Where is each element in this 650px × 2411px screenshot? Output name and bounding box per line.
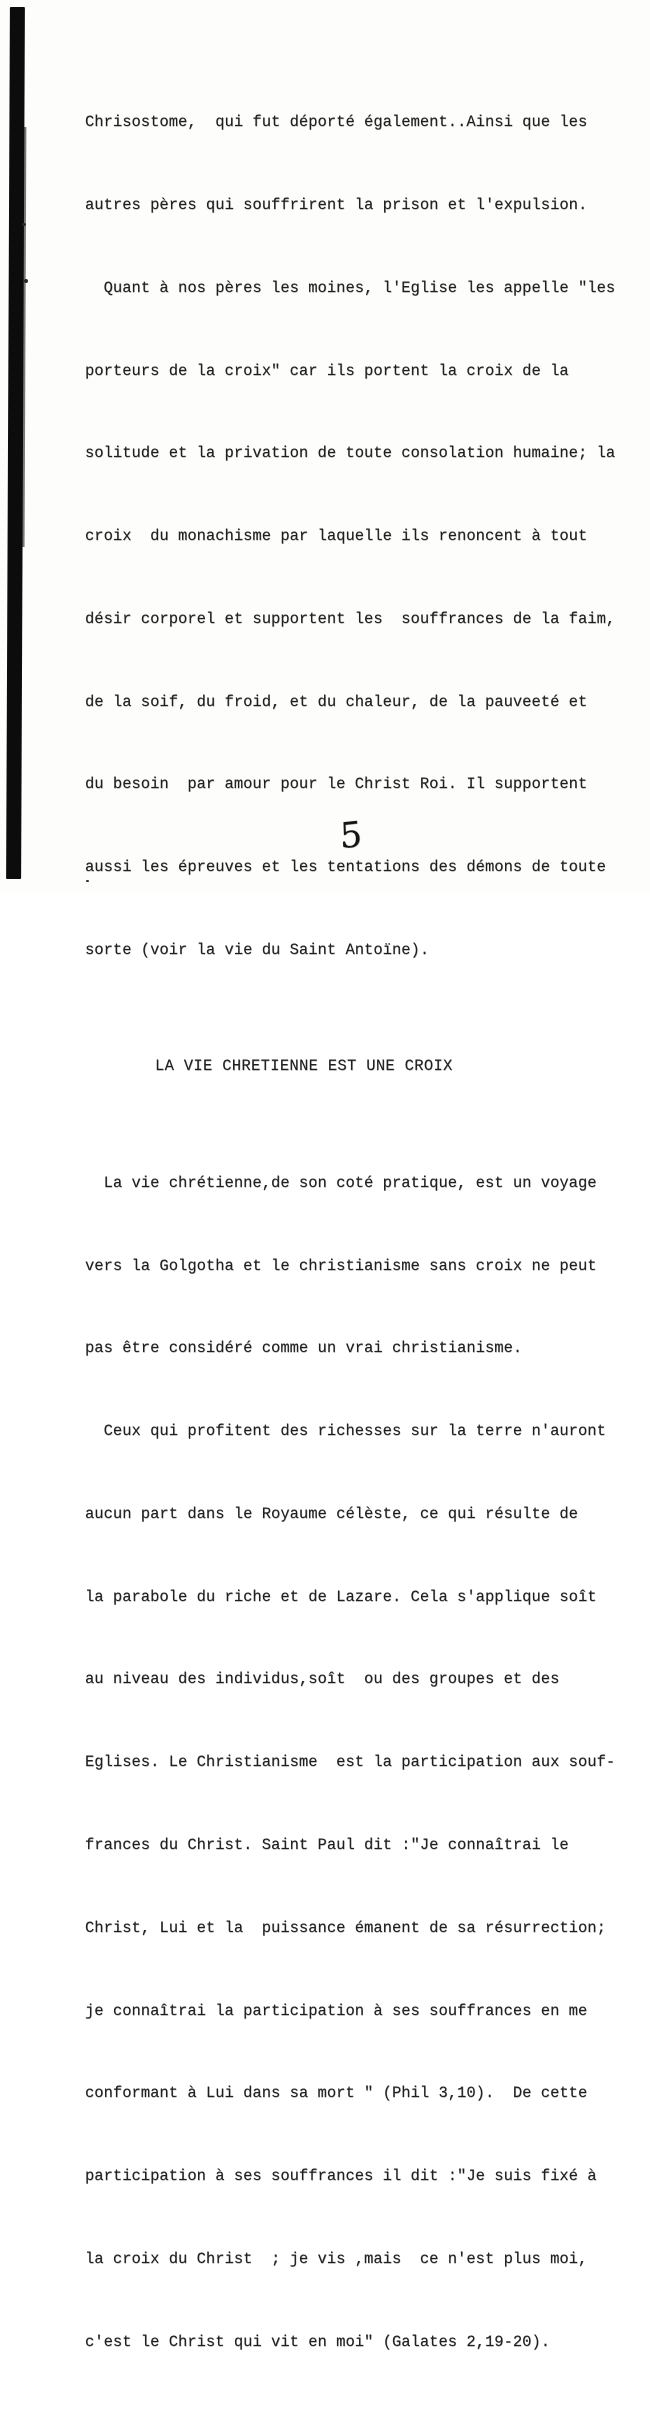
text-line: la croix du Christ ; je vis ,mais ce n'est plus moi, <box>85 2249 588 2268</box>
text-line: Chrisostome, qui fut déporté également..Ainsi que les <box>85 113 588 132</box>
text-line: Quant à nos pères les moines, l'Eglise les appelle "les <box>85 278 616 297</box>
section-heading: LA VIE CHRETIENNE EST UNE CROIX <box>155 1057 453 1076</box>
scan-speck <box>24 279 28 283</box>
text-line: Eglises. Le Christianisme est la participation aux souf- <box>85 1753 616 1772</box>
text-line: je connaîtrai la participation à ses souffrances en me <box>85 2001 588 2020</box>
text-line: autres pères qui souffrirent la prison et l'expulsion. <box>85 195 588 214</box>
scan-speck <box>22 223 26 226</box>
scan-edge-artifact <box>6 7 25 879</box>
text-line: vers la Golgotha et le christianisme sans croix ne peut <box>85 1256 597 1275</box>
text-line: la parabole du riche et de Lazare. Cela s'applique soît <box>85 1587 597 1606</box>
text-line: aucun part dans le Royaume célèste, ce qui résulte de <box>85 1504 578 1523</box>
page-number: 5 <box>339 814 363 858</box>
text-line: La vie chrétienne,de son coté pratique, est un voyage <box>85 1173 597 1192</box>
text-line: de la soif, du froid, et du chaleur, de la pauveeté et <box>85 692 588 711</box>
text-line: conformant à Lui dans sa mort " (Phil 3,10). De cette <box>85 2084 588 2103</box>
text-line: c'est le Christ qui vit en moi" (Galates 2,19-20). <box>85 2332 551 2351</box>
text-line: du besoin par amour pour le Christ Roi. Il supportent <box>85 775 588 794</box>
text-line: porteurs de la croix" car ils portent la croix de la <box>85 361 569 380</box>
text-line: Ceux qui profitent des richesses sur la terre n'auront <box>85 1422 606 1441</box>
text-line: désir corporel et supportent les souffrances de la faim, <box>85 609 616 628</box>
text-line: aussi les épreuves et les tentations des démons de toute <box>85 858 606 877</box>
text-line: frances du Christ. Saint Paul dit :"Je connaîtrai le <box>85 1836 569 1854</box>
text-line: au niveau des individus,soît ou des groupes et des <box>85 1670 560 1689</box>
text-block <box>85 54 645 2411</box>
text-line: croix du monachisme par laquelle ils renoncent à tout <box>85 527 588 546</box>
text-line: sorte (voir la vie du Saint Antoïne). <box>85 941 430 959</box>
text-line: Christ, Lui et la puissance émanent de sa résurrection; <box>85 1918 606 1937</box>
text-line: pas être considéré comme un vrai christianisme. <box>85 1339 523 1358</box>
text-line: solitude et la privation de toute consolation humaine; la <box>85 444 616 463</box>
text-line: participation à ses souffrances il dit :"Je suis fixé à <box>85 2167 597 2186</box>
